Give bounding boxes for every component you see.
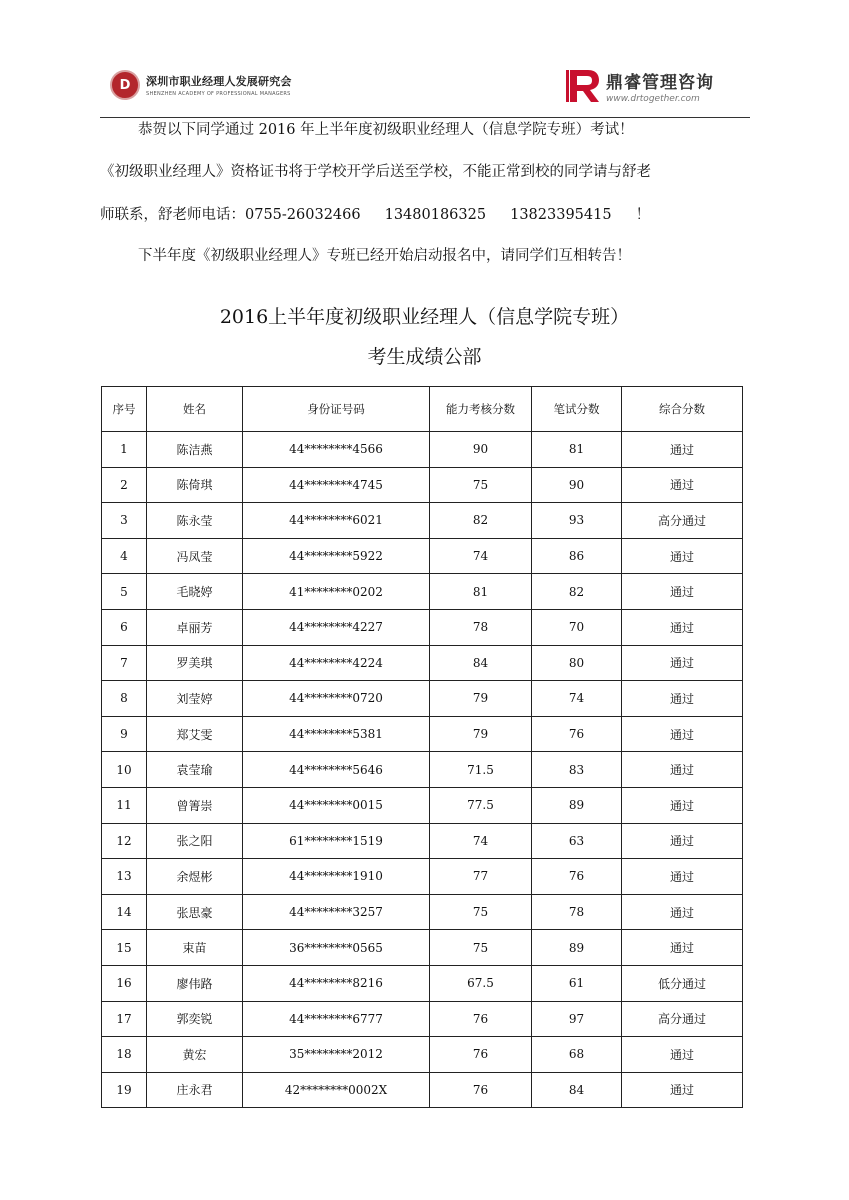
table-row xyxy=(102,965,743,1001)
table-row xyxy=(102,681,743,717)
header-seq: 序号 xyxy=(102,387,147,432)
page-header xyxy=(100,66,750,118)
row-result: 通过 xyxy=(622,716,743,752)
row-ability-score: 79 xyxy=(430,681,532,717)
contact-mobile-2: 13823395415 xyxy=(510,207,612,223)
row-seq: 8 xyxy=(102,681,147,717)
row-result: 通过 xyxy=(622,432,743,468)
header-written-score: 笔试分数 xyxy=(532,387,622,432)
row-result: 高分通过 xyxy=(622,503,743,539)
row-result: 通过 xyxy=(622,538,743,574)
table-row xyxy=(102,1001,743,1037)
contact-end-mark: ！ xyxy=(635,207,651,223)
row-written-score: 76 xyxy=(532,859,622,895)
header-divider xyxy=(100,117,750,118)
row-result: 通过 xyxy=(622,609,743,645)
header-name: 姓名 xyxy=(147,387,243,432)
row-name: 束苗 xyxy=(147,930,243,966)
table-row xyxy=(102,1072,743,1108)
row-id-number: 44********5922 xyxy=(243,538,430,574)
row-result: 通过 xyxy=(622,930,743,966)
row-seq: 6 xyxy=(102,609,147,645)
academy-seal-icon: D xyxy=(110,70,140,100)
row-name: 黄宏 xyxy=(147,1037,243,1073)
document-subtitle: 考生成绩公部 xyxy=(367,346,482,368)
row-name: 陈永莹 xyxy=(147,503,243,539)
row-seq: 11 xyxy=(102,787,147,823)
row-ability-score: 67.5 xyxy=(430,965,532,1001)
header-overall-result: 综合分数 xyxy=(622,387,743,432)
row-written-score: 80 xyxy=(532,645,622,681)
row-id-number: 41********0202 xyxy=(243,574,430,610)
row-seq: 3 xyxy=(102,503,147,539)
row-ability-score: 81 xyxy=(430,574,532,610)
row-written-score: 86 xyxy=(532,538,622,574)
table-row xyxy=(102,752,743,788)
row-ability-score: 75 xyxy=(430,894,532,930)
row-result: 通过 xyxy=(622,859,743,895)
row-id-number: 44********5646 xyxy=(243,752,430,788)
row-name: 余煜彬 xyxy=(147,859,243,895)
row-name: 陈洁燕 xyxy=(147,432,243,468)
row-id-number: 44********0015 xyxy=(243,787,430,823)
row-name: 郭奕锐 xyxy=(147,1001,243,1037)
row-result: 通过 xyxy=(622,681,743,717)
scores-table xyxy=(101,386,743,1108)
row-id-number: 44********4566 xyxy=(243,432,430,468)
row-written-score: 81 xyxy=(532,432,622,468)
row-written-score: 89 xyxy=(532,930,622,966)
contact-line xyxy=(100,205,750,225)
row-id-number: 35********2012 xyxy=(243,1037,430,1073)
row-id-number: 44********4224 xyxy=(243,645,430,681)
row-written-score: 82 xyxy=(532,574,622,610)
row-id-number: 44********0720 xyxy=(243,681,430,717)
row-written-score: 84 xyxy=(532,1072,622,1108)
row-seq: 12 xyxy=(102,823,147,859)
row-result: 低分通过 xyxy=(622,965,743,1001)
row-written-score: 74 xyxy=(532,681,622,717)
row-name: 张思豪 xyxy=(147,894,243,930)
row-ability-score: 82 xyxy=(430,503,532,539)
consulting-name: 鼎睿管理咨询 xyxy=(606,73,714,93)
table-row xyxy=(102,574,743,610)
table-row xyxy=(102,432,743,468)
row-name: 冯凤莹 xyxy=(147,538,243,574)
row-seq: 15 xyxy=(102,930,147,966)
row-id-number: 36********0565 xyxy=(243,930,430,966)
table-row xyxy=(102,538,743,574)
row-id-number: 42********0002X xyxy=(243,1072,430,1108)
row-name: 庄永君 xyxy=(147,1072,243,1108)
row-seq: 4 xyxy=(102,538,147,574)
row-result: 通过 xyxy=(622,645,743,681)
row-result: 高分通过 xyxy=(622,1001,743,1037)
table-row xyxy=(102,716,743,752)
row-name: 廖伟路 xyxy=(147,965,243,1001)
row-name: 卓丽芳 xyxy=(147,609,243,645)
enrollment-notice-line: 下半年度《初级职业经理人》专班已经开始启动报名中，请同学们互相转告！ xyxy=(138,248,631,264)
row-name: 刘莹婷 xyxy=(147,681,243,717)
row-ability-score: 77 xyxy=(430,859,532,895)
contact-mobile-1: 13480186325 xyxy=(384,207,487,223)
r-brand-icon xyxy=(564,68,602,104)
row-name: 张之阳 xyxy=(147,823,243,859)
row-name: 毛晓婷 xyxy=(147,574,243,610)
row-seq: 5 xyxy=(102,574,147,610)
row-result: 通过 xyxy=(622,574,743,610)
row-seq: 1 xyxy=(102,432,147,468)
row-result: 通过 xyxy=(622,467,743,503)
table-row xyxy=(102,609,743,645)
header-ability-score: 能力考核分数 xyxy=(430,387,532,432)
row-name: 曾箐崇 xyxy=(147,787,243,823)
row-seq: 17 xyxy=(102,1001,147,1037)
row-written-score: 70 xyxy=(532,609,622,645)
row-ability-score: 71.5 xyxy=(430,752,532,788)
row-written-score: 83 xyxy=(532,752,622,788)
academy-name-english: SHENZHEN ACADEMY OF PROFESSIONAL MANAGERS xyxy=(146,91,291,97)
table-header-row xyxy=(102,387,743,432)
row-ability-score: 76 xyxy=(430,1072,532,1108)
row-ability-score: 78 xyxy=(430,609,532,645)
academy-logo xyxy=(110,70,292,100)
row-id-number: 44********8216 xyxy=(243,965,430,1001)
row-seq: 18 xyxy=(102,1037,147,1073)
table-row xyxy=(102,503,743,539)
row-id-number: 44********1910 xyxy=(243,859,430,895)
row-ability-score: 75 xyxy=(430,930,532,966)
row-written-score: 76 xyxy=(532,716,622,752)
row-seq: 19 xyxy=(102,1072,147,1108)
row-result: 通过 xyxy=(622,823,743,859)
contact-teacher-phone: 师联系，舒老师电话：0755-26032466 xyxy=(100,207,361,223)
row-written-score: 68 xyxy=(532,1037,622,1073)
table-row xyxy=(102,645,743,681)
row-seq: 13 xyxy=(102,859,147,895)
row-written-score: 89 xyxy=(532,787,622,823)
table-row xyxy=(102,859,743,895)
row-seq: 2 xyxy=(102,467,147,503)
row-written-score: 78 xyxy=(532,894,622,930)
consulting-url: www.drtogether.com xyxy=(606,94,700,104)
table-row xyxy=(102,787,743,823)
row-id-number: 44********3257 xyxy=(243,894,430,930)
row-result: 通过 xyxy=(622,787,743,823)
row-written-score: 61 xyxy=(532,965,622,1001)
congratulations-line: 恭贺以下同学通过 2016 年上半年度初级职业经理人（信息学院专班）考试！ xyxy=(138,122,634,138)
table-row xyxy=(102,894,743,930)
row-ability-score: 75 xyxy=(430,467,532,503)
row-ability-score: 90 xyxy=(430,432,532,468)
row-id-number: 61********1519 xyxy=(243,823,430,859)
row-ability-score: 76 xyxy=(430,1037,532,1073)
table-row xyxy=(102,1037,743,1073)
row-id-number: 44********4227 xyxy=(243,609,430,645)
academy-name: 深圳市职业经理人发展研究会 xyxy=(146,75,292,88)
table-row xyxy=(102,823,743,859)
row-seq: 10 xyxy=(102,752,147,788)
row-seq: 16 xyxy=(102,965,147,1001)
row-seq: 7 xyxy=(102,645,147,681)
row-id-number: 44********4745 xyxy=(243,467,430,503)
row-name: 郑艾雯 xyxy=(147,716,243,752)
row-name: 陈倚琪 xyxy=(147,467,243,503)
row-ability-score: 74 xyxy=(430,823,532,859)
row-ability-score: 84 xyxy=(430,645,532,681)
row-written-score: 63 xyxy=(532,823,622,859)
document-title: 2016上半年度初级职业经理人（信息学院专班） xyxy=(219,306,630,328)
row-id-number: 44********6777 xyxy=(243,1001,430,1037)
row-result: 通过 xyxy=(622,1037,743,1073)
header-id-number: 身份证号码 xyxy=(243,387,430,432)
row-name: 罗美琪 xyxy=(147,645,243,681)
row-ability-score: 79 xyxy=(430,716,532,752)
consulting-logo xyxy=(564,68,714,104)
row-result: 通过 xyxy=(622,894,743,930)
certificate-notice-line: 《初级职业经理人》资格证书将于学校开学后送至学校，不能正常到校的同学请与舒老 xyxy=(100,164,651,180)
row-written-score: 90 xyxy=(532,467,622,503)
row-ability-score: 76 xyxy=(430,1001,532,1037)
row-ability-score: 74 xyxy=(430,538,532,574)
row-id-number: 44********5381 xyxy=(243,716,430,752)
row-seq: 9 xyxy=(102,716,147,752)
row-result: 通过 xyxy=(622,1072,743,1108)
row-id-number: 44********6021 xyxy=(243,503,430,539)
row-name: 袁莹瑜 xyxy=(147,752,243,788)
row-written-score: 93 xyxy=(532,503,622,539)
row-seq: 14 xyxy=(102,894,147,930)
row-written-score: 97 xyxy=(532,1001,622,1037)
table-row xyxy=(102,930,743,966)
row-ability-score: 77.5 xyxy=(430,787,532,823)
row-result: 通过 xyxy=(622,752,743,788)
table-row xyxy=(102,467,743,503)
